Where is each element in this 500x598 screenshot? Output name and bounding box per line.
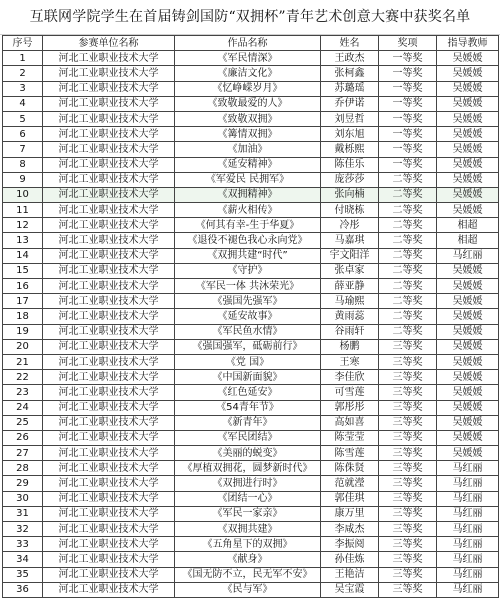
- cell-award: 三等奖: [379, 430, 437, 445]
- cell-unit: 河北工业职业技术大学: [43, 537, 175, 552]
- cell-award: 一等奖: [379, 96, 437, 111]
- cell-index: 13: [3, 233, 43, 248]
- cell-teacher: 吴媛媛: [437, 415, 499, 430]
- cell-teacher: 吴媛媛: [437, 81, 499, 96]
- cell-teacher: 马红丽: [437, 461, 499, 476]
- cell-index: 5: [3, 111, 43, 126]
- header-unit: 参赛单位名称: [43, 36, 175, 51]
- cell-name: 张向楠: [321, 187, 379, 202]
- cell-index: 14: [3, 248, 43, 263]
- cell-name: 张卓家: [321, 263, 379, 278]
- cell-name: 冷彤: [321, 218, 379, 233]
- cell-award: 一等奖: [379, 51, 437, 66]
- cell-work: 《党 国》: [175, 354, 321, 369]
- cell-unit: 河北工业职业技术大学: [43, 491, 175, 506]
- table-row: [3, 354, 499, 369]
- cell-name: 刘昱哲: [321, 111, 379, 126]
- cell-teacher: 马红丽: [437, 491, 499, 506]
- table-row: [3, 66, 499, 81]
- cell-work: 《红色延安》: [175, 385, 321, 400]
- cell-unit: 河北工业职业技术大学: [43, 522, 175, 537]
- cell-award: 一等奖: [379, 142, 437, 157]
- cell-award: 二等奖: [379, 218, 437, 233]
- cell-award: 三等奖: [379, 506, 437, 521]
- cell-work: 《团结一心》: [175, 491, 321, 506]
- cell-name: 刘东旭: [321, 127, 379, 142]
- cell-work: 《军民情深》: [175, 51, 321, 66]
- cell-index: 10: [3, 187, 43, 202]
- cell-award: 一等奖: [379, 111, 437, 126]
- cell-teacher: 相超: [437, 218, 499, 233]
- cell-unit: 河北工业职业技术大学: [43, 400, 175, 415]
- table-row: [3, 385, 499, 400]
- table-row: [3, 476, 499, 491]
- cell-unit: 河北工业职业技术大学: [43, 552, 175, 567]
- cell-work: 《国无防不立，民无军不安》: [175, 567, 321, 582]
- cell-award: 二等奖: [379, 203, 437, 218]
- cell-work: 《退役不褪色我心永向党》: [175, 233, 321, 248]
- cell-teacher: 吴媛媛: [437, 400, 499, 415]
- cell-teacher: 吴媛媛: [437, 203, 499, 218]
- cell-teacher: 吴媛媛: [437, 127, 499, 142]
- cell-index: 16: [3, 279, 43, 294]
- header-teacher: 指导教师: [437, 36, 499, 51]
- cell-work: 《双拥共建》: [175, 522, 321, 537]
- cell-teacher: 吴媛媛: [437, 142, 499, 157]
- cell-name: 王政杰: [321, 51, 379, 66]
- cell-name: 李佳欣: [321, 370, 379, 385]
- cell-unit: 河北工业职业技术大学: [43, 157, 175, 172]
- cell-work: 《军民鱼水情》: [175, 324, 321, 339]
- cell-unit: 河北工业职业技术大学: [43, 370, 175, 385]
- cell-teacher: 吴媛媛: [437, 294, 499, 309]
- cell-award: 三等奖: [379, 370, 437, 385]
- cell-teacher: 马红丽: [437, 522, 499, 537]
- cell-index: 36: [3, 582, 43, 597]
- cell-teacher: 马红丽: [437, 552, 499, 567]
- cell-teacher: 吴媛媛: [437, 157, 499, 172]
- cell-index: 21: [3, 354, 43, 369]
- cell-index: 23: [3, 385, 43, 400]
- table-row: [3, 142, 499, 157]
- cell-unit: 河北工业职业技术大学: [43, 476, 175, 491]
- cell-name: 可雪莲: [321, 385, 379, 400]
- cell-teacher: 马红丽: [437, 537, 499, 552]
- table-row: [3, 157, 499, 172]
- cell-name: 王艳洁: [321, 567, 379, 582]
- cell-award: 二等奖: [379, 324, 437, 339]
- cell-unit: 河北工业职业技术大学: [43, 172, 175, 187]
- cell-teacher: 吴媛媛: [437, 446, 499, 461]
- cell-teacher: 吴媛媛: [437, 51, 499, 66]
- cell-index: 12: [3, 218, 43, 233]
- cell-index: 34: [3, 552, 43, 567]
- table-row: [3, 506, 499, 521]
- cell-teacher: 马红丽: [437, 582, 499, 597]
- cell-teacher: 吴媛媛: [437, 96, 499, 111]
- cell-name: 陈雪莲: [321, 446, 379, 461]
- table-row: [3, 339, 499, 354]
- cell-award: 二等奖: [379, 263, 437, 278]
- cell-index: 15: [3, 263, 43, 278]
- cell-index: 8: [3, 157, 43, 172]
- table-row: [3, 491, 499, 506]
- cell-award: 三等奖: [379, 385, 437, 400]
- cell-award: 三等奖: [379, 461, 437, 476]
- cell-unit: 河北工业职业技术大学: [43, 218, 175, 233]
- cell-work: 《新青年》: [175, 415, 321, 430]
- cell-teacher: 吴媛媛: [437, 354, 499, 369]
- table-row: [3, 567, 499, 582]
- table-row: [3, 81, 499, 96]
- cell-name: 孙佳炼: [321, 552, 379, 567]
- cell-work: 《军民一体 共沐荣光》: [175, 279, 321, 294]
- cell-index: 1: [3, 51, 43, 66]
- cell-work: 《献身》: [175, 552, 321, 567]
- cell-unit: 河北工业职业技术大学: [43, 294, 175, 309]
- table-row: [3, 248, 499, 263]
- table-row: [3, 294, 499, 309]
- cell-unit: 河北工业职业技术大学: [43, 127, 175, 142]
- cell-teacher: 马红丽: [437, 506, 499, 521]
- header-name: 姓名: [321, 36, 379, 51]
- cell-award: 三等奖: [379, 339, 437, 354]
- cell-unit: 河北工业职业技术大学: [43, 506, 175, 521]
- cell-index: 24: [3, 400, 43, 415]
- cell-index: 4: [3, 96, 43, 111]
- cell-name: 郭佳琪: [321, 491, 379, 506]
- cell-work: 《中国新面貌》: [175, 370, 321, 385]
- cell-name: 李振阅: [321, 537, 379, 552]
- cell-award: 一等奖: [379, 127, 437, 142]
- cell-teacher: 马红丽: [437, 476, 499, 491]
- cell-work: 《延安精神》: [175, 157, 321, 172]
- cell-teacher: 吴媛媛: [437, 430, 499, 445]
- table-row: [3, 430, 499, 445]
- table-row: [3, 461, 499, 476]
- cell-unit: 河北工业职业技术大学: [43, 324, 175, 339]
- cell-award: 三等奖: [379, 491, 437, 506]
- table-row: [3, 111, 499, 126]
- cell-teacher: 吴媛媛: [437, 324, 499, 339]
- table-row: [3, 218, 499, 233]
- header-award: 奖项: [379, 36, 437, 51]
- cell-name: 郭彤彤: [321, 400, 379, 415]
- cell-award: 三等奖: [379, 522, 437, 537]
- table-header-row: [3, 36, 499, 51]
- table-row: [3, 279, 499, 294]
- cell-teacher: 吴媛媛: [437, 370, 499, 385]
- cell-work: 《守护》: [175, 263, 321, 278]
- cell-work: 《厚植双拥花，圆梦新时代》: [175, 461, 321, 476]
- cell-work: 《军民团结》: [175, 430, 321, 445]
- cell-index: 22: [3, 370, 43, 385]
- cell-work: 《致敬最爱的人》: [175, 96, 321, 111]
- cell-index: 25: [3, 415, 43, 430]
- cell-unit: 河北工业职业技术大学: [43, 430, 175, 445]
- cell-unit: 河北工业职业技术大学: [43, 96, 175, 111]
- cell-unit: 河北工业职业技术大学: [43, 415, 175, 430]
- cell-teacher: 吴媛媛: [437, 339, 499, 354]
- table-row: [3, 187, 499, 202]
- table-row: [3, 446, 499, 461]
- cell-work: 《双拥进行时》: [175, 476, 321, 491]
- cell-work: 《延安故事》: [175, 309, 321, 324]
- table-row: [3, 522, 499, 537]
- cell-unit: 河北工业职业技术大学: [43, 142, 175, 157]
- cell-index: 20: [3, 339, 43, 354]
- cell-award: 二等奖: [379, 309, 437, 324]
- cell-award: 三等奖: [379, 582, 437, 597]
- cell-unit: 河北工业职业技术大学: [43, 354, 175, 369]
- cell-teacher: 相超: [437, 233, 499, 248]
- cell-unit: 河北工业职业技术大学: [43, 66, 175, 81]
- cell-teacher: 吴媛媛: [437, 263, 499, 278]
- page-title: 互联网学院学生在首届铸剑国防“双拥杯”青年艺术创意大赛中获奖名单: [0, 0, 500, 35]
- cell-unit: 河北工业职业技术大学: [43, 567, 175, 582]
- cell-work: 《忆峥嵘岁月》: [175, 81, 321, 96]
- cell-index: 2: [3, 66, 43, 81]
- cell-teacher: 吴媛媛: [437, 66, 499, 81]
- cell-award: 三等奖: [379, 537, 437, 552]
- cell-name: 范就瀅: [321, 476, 379, 491]
- cell-index: 26: [3, 430, 43, 445]
- table-row: [3, 263, 499, 278]
- cell-unit: 河北工业职业技术大学: [43, 248, 175, 263]
- cell-teacher: 马红丽: [437, 567, 499, 582]
- cell-award: 三等奖: [379, 354, 437, 369]
- table-row: [3, 96, 499, 111]
- cell-index: 19: [3, 324, 43, 339]
- cell-name: 苏璐瑶: [321, 81, 379, 96]
- cell-unit: 河北工业职业技术大学: [43, 51, 175, 66]
- cell-index: 28: [3, 461, 43, 476]
- cell-unit: 河北工业职业技术大学: [43, 279, 175, 294]
- cell-award: 二等奖: [379, 248, 437, 263]
- cell-work: 《廉洁文化》: [175, 66, 321, 81]
- cell-work: 《双拥精神》: [175, 187, 321, 202]
- cell-unit: 河北工业职业技术大学: [43, 81, 175, 96]
- cell-award: 三等奖: [379, 446, 437, 461]
- cell-work: 《民与军》: [175, 582, 321, 597]
- cell-award: 二等奖: [379, 233, 437, 248]
- cell-award: 二等奖: [379, 294, 437, 309]
- cell-award: 二等奖: [379, 279, 437, 294]
- cell-teacher: 吴媛媛: [437, 385, 499, 400]
- cell-name: 付晓栋: [321, 203, 379, 218]
- table-row: [3, 309, 499, 324]
- cell-name: 张柯鑫: [321, 66, 379, 81]
- cell-name: 薛亚静: [321, 279, 379, 294]
- cell-name: 陈侏贤: [321, 461, 379, 476]
- table-row: [3, 172, 499, 187]
- cell-teacher: 马红丽: [437, 248, 499, 263]
- cell-teacher: 吴媛媛: [437, 309, 499, 324]
- cell-unit: 河北工业职业技术大学: [43, 203, 175, 218]
- cell-work: 《美丽的蜕变》: [175, 446, 321, 461]
- cell-award: 一等奖: [379, 66, 437, 81]
- cell-work: 《军民一家亲》: [175, 506, 321, 521]
- cell-work: 《五角星下的双拥》: [175, 537, 321, 552]
- cell-index: 18: [3, 309, 43, 324]
- cell-index: 11: [3, 203, 43, 218]
- cell-index: 27: [3, 446, 43, 461]
- cell-index: 31: [3, 506, 43, 521]
- cell-award: 三等奖: [379, 552, 437, 567]
- cell-teacher: 吴媛媛: [437, 172, 499, 187]
- cell-unit: 河北工业职业技术大学: [43, 339, 175, 354]
- cell-index: 32: [3, 522, 43, 537]
- cell-work: 《双拥共建“时代”: [175, 248, 321, 263]
- cell-work: 《薪火相传》: [175, 203, 321, 218]
- cell-work: 《54青年节》: [175, 400, 321, 415]
- cell-work: 《军爱民 民拥军》: [175, 172, 321, 187]
- cell-name: 谷雨轩: [321, 324, 379, 339]
- cell-teacher: 吴媛媛: [437, 187, 499, 202]
- cell-unit: 河北工业职业技术大学: [43, 446, 175, 461]
- cell-index: 17: [3, 294, 43, 309]
- cell-unit: 河北工业职业技术大学: [43, 263, 175, 278]
- cell-name: 乔伊诺: [321, 96, 379, 111]
- table-row: [3, 582, 499, 597]
- cell-name: 李咸杰: [321, 522, 379, 537]
- cell-name: 王寒: [321, 354, 379, 369]
- cell-work: 《何其有幸-生于华夏》: [175, 218, 321, 233]
- cell-award: 一等奖: [379, 157, 437, 172]
- cell-award: 二等奖: [379, 172, 437, 187]
- cell-teacher: 吴媛媛: [437, 279, 499, 294]
- cell-award: 三等奖: [379, 567, 437, 582]
- cell-index: 33: [3, 537, 43, 552]
- table-row: [3, 233, 499, 248]
- cell-unit: 河北工业职业技术大学: [43, 582, 175, 597]
- award-table: [2, 35, 499, 598]
- cell-work: 《加油》: [175, 142, 321, 157]
- cell-name: 马嘉琪: [321, 233, 379, 248]
- table-row: [3, 400, 499, 415]
- cell-name: 陈莹莹: [321, 430, 379, 445]
- table-row: [3, 127, 499, 142]
- cell-index: 29: [3, 476, 43, 491]
- cell-index: 3: [3, 81, 43, 96]
- cell-index: 7: [3, 142, 43, 157]
- table-row: [3, 203, 499, 218]
- table-row: [3, 552, 499, 567]
- cell-name: 吴宝霞: [321, 582, 379, 597]
- table-row: [3, 51, 499, 66]
- cell-name: 庞莎莎: [321, 172, 379, 187]
- cell-award: 三等奖: [379, 476, 437, 491]
- header-work: 作品名称: [175, 36, 321, 51]
- cell-index: 9: [3, 172, 43, 187]
- table-row: [3, 324, 499, 339]
- cell-name: 高如喜: [321, 415, 379, 430]
- table-row: [3, 415, 499, 430]
- table-row: [3, 370, 499, 385]
- cell-index: 6: [3, 127, 43, 142]
- cell-award: 二等奖: [379, 187, 437, 202]
- cell-teacher: 吴媛媛: [437, 111, 499, 126]
- table-row: [3, 537, 499, 552]
- cell-unit: 河北工业职业技术大学: [43, 233, 175, 248]
- cell-unit: 河北工业职业技术大学: [43, 309, 175, 324]
- cell-unit: 河北工业职业技术大学: [43, 187, 175, 202]
- cell-index: 35: [3, 567, 43, 582]
- cell-unit: 河北工业职业技术大学: [43, 111, 175, 126]
- cell-work: 《篝情双拥》: [175, 127, 321, 142]
- cell-unit: 河北工业职业技术大学: [43, 461, 175, 476]
- cell-name: 宇文阳洋: [321, 248, 379, 263]
- cell-name: 杨鹏: [321, 339, 379, 354]
- cell-work: 《致敬双拥》: [175, 111, 321, 126]
- cell-name: 黄雨蕊: [321, 309, 379, 324]
- cell-name: 陈佳乐: [321, 157, 379, 172]
- cell-name: 马瑜熙: [321, 294, 379, 309]
- header-index: 序号: [3, 36, 43, 51]
- cell-award: 一等奖: [379, 81, 437, 96]
- cell-name: 戴栎熙: [321, 142, 379, 157]
- cell-name: 康万里: [321, 506, 379, 521]
- cell-award: 三等奖: [379, 400, 437, 415]
- cell-index: 30: [3, 491, 43, 506]
- cell-award: 三等奖: [379, 415, 437, 430]
- cell-work: 《强国先强军》: [175, 294, 321, 309]
- cell-work: 《强国强军，砥砺前行》: [175, 339, 321, 354]
- cell-unit: 河北工业职业技术大学: [43, 385, 175, 400]
